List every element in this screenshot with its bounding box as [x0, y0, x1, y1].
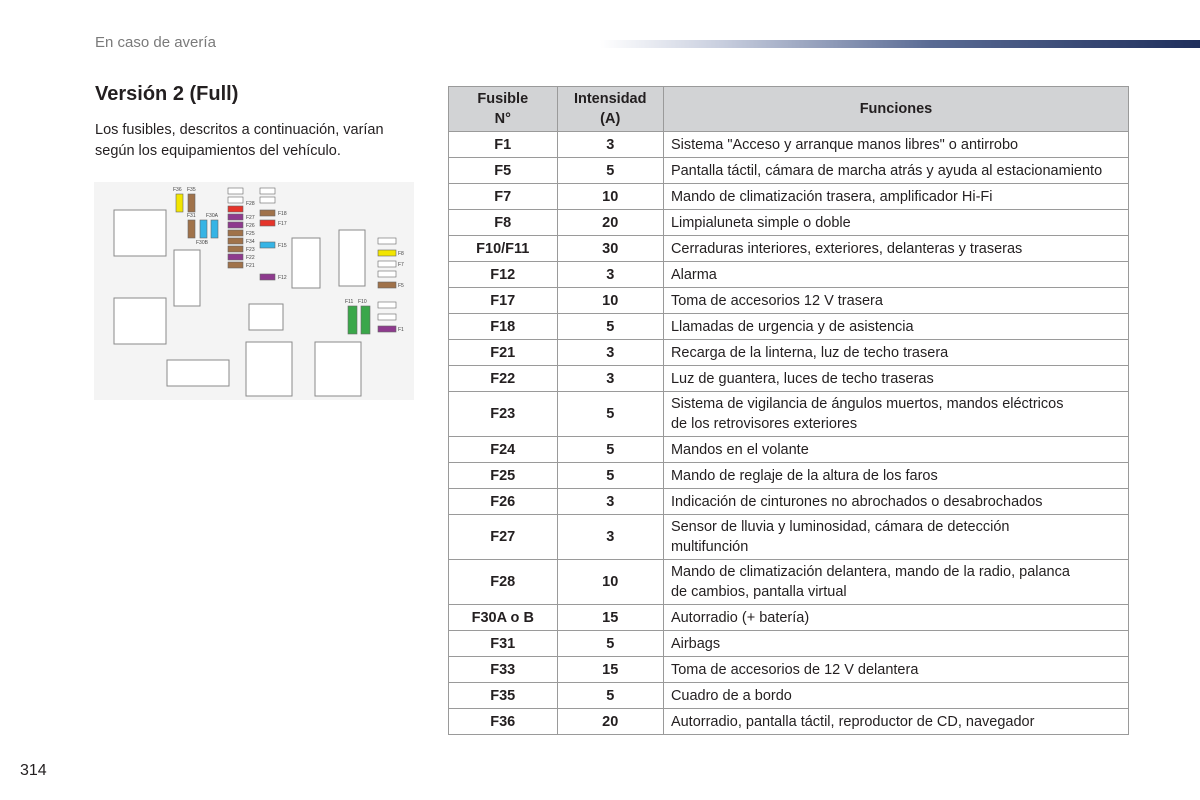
function-line: Toma de accesorios de 12 V delantera	[670, 661, 919, 678]
intensity-cell: 5	[557, 631, 663, 657]
function-line: Mando de reglaje de la altura de los faros	[670, 467, 938, 484]
function-cell	[663, 560, 1128, 605]
fuse-spare	[378, 302, 396, 308]
table-body	[449, 132, 1129, 735]
fuse-number-cell: F10/F11	[449, 236, 558, 262]
table-row	[449, 657, 1129, 683]
fuse-label: F21	[246, 263, 255, 269]
fuse-number-cell: F30A o B	[449, 605, 558, 631]
fuse-label: F11	[345, 299, 354, 305]
intensity-cell: 5	[557, 392, 663, 437]
intensity-cell: 5	[557, 158, 663, 184]
table-row	[449, 184, 1129, 210]
function-cell	[663, 340, 1128, 366]
fuse-f10	[361, 306, 370, 334]
fuse-spare	[378, 238, 396, 244]
function-cell	[663, 489, 1128, 515]
fuse-number-cell: F26	[449, 489, 558, 515]
fuse-spare	[378, 314, 396, 320]
fuse-label: F8	[398, 251, 404, 257]
intensity-cell: 5	[557, 314, 663, 340]
header-fuse-number	[449, 87, 558, 132]
function-cell	[663, 132, 1128, 158]
fuse-label: F22	[246, 255, 255, 261]
fuse-f1	[378, 326, 396, 332]
fuse-f30a	[200, 220, 207, 238]
table-row	[449, 683, 1129, 709]
table-row	[449, 366, 1129, 392]
function-cell	[663, 184, 1128, 210]
fuse-number-cell: F27	[449, 515, 558, 560]
function-line: Autorradio, pantalla táctil, reproductor de CD, navegador	[670, 713, 1035, 730]
fuse-number-cell: F7	[449, 184, 558, 210]
table-row	[449, 515, 1129, 560]
function-line: Toma de accesorios 12 V trasera	[670, 292, 883, 309]
header-functions: Funciones	[663, 87, 1128, 132]
intensity-cell: 30	[557, 236, 663, 262]
intensity-cell: 10	[557, 184, 663, 210]
fuse-number-cell: F24	[449, 437, 558, 463]
fuse-label: F35	[187, 187, 196, 193]
relay-block	[114, 298, 166, 344]
relay-block	[315, 342, 361, 396]
fuse-label: F7	[398, 262, 404, 268]
function-line: Mandos en el volante	[670, 441, 809, 458]
function-line: multifunción	[670, 539, 749, 555]
fuse-f34	[228, 238, 243, 244]
header-bar	[600, 40, 1200, 48]
fuse-label: F25	[246, 231, 255, 237]
fuse-label: F10	[358, 299, 367, 305]
fuse-number-cell: F31	[449, 631, 558, 657]
fuse-label: F15	[278, 243, 287, 249]
intensity-cell: 3	[557, 262, 663, 288]
fuse-label: F36	[173, 187, 182, 193]
table-row	[449, 709, 1129, 735]
fuse-f17	[260, 220, 275, 226]
fuse-f8	[378, 250, 396, 256]
header-line: Intensidad	[573, 91, 647, 107]
fuse-label: F5	[398, 283, 404, 289]
fuse-label: F28	[246, 201, 255, 207]
fuse-label: F17	[278, 221, 287, 227]
intensity-cell: 5	[557, 463, 663, 489]
fuse-label: F30B	[196, 240, 208, 246]
function-cell	[663, 236, 1128, 262]
function-line: Recarga de la linterna, luz de techo trasera	[670, 344, 949, 361]
relay-block	[246, 342, 292, 396]
relay-block	[292, 238, 320, 288]
function-line: de cambios, pantalla virtual	[670, 584, 847, 600]
fuse-number-cell: F25	[449, 463, 558, 489]
fuse-number-cell: F1	[449, 132, 558, 158]
function-cell	[663, 314, 1128, 340]
intensity-cell: 10	[557, 288, 663, 314]
table-row	[449, 437, 1129, 463]
fuse-f23	[228, 246, 243, 252]
intensity-cell: 20	[557, 709, 663, 735]
table-row	[449, 210, 1129, 236]
function-line: Autorradio (+ batería)	[670, 609, 810, 626]
fuse-f30b	[211, 220, 218, 238]
function-cell	[663, 262, 1128, 288]
fuse-f27	[228, 214, 243, 220]
fuse-f22	[228, 254, 243, 260]
page-number: 314	[20, 762, 47, 779]
fuse-label: F26	[246, 223, 255, 229]
function-line: Sistema de vigilancia de ángulos muertos, mandos eléctricos	[670, 396, 1064, 412]
header-intensity	[557, 87, 663, 132]
fuse-number-cell: F28	[449, 560, 558, 605]
fuse-f36	[176, 194, 183, 212]
function-line: Pantalla táctil, cámara de marcha atrás y ayuda al estacionamiento	[670, 162, 1103, 179]
fuse-label: F23	[246, 247, 255, 253]
fuse-f31	[188, 220, 195, 238]
fuse-number-cell: F36	[449, 709, 558, 735]
fuse-f35	[188, 194, 195, 212]
relay-block	[249, 304, 283, 330]
intensity-cell: 15	[557, 605, 663, 631]
fuse-label: F18	[278, 211, 287, 217]
fuse-f5	[378, 282, 396, 288]
fuse-number-cell: F8	[449, 210, 558, 236]
intensity-cell: 10	[557, 560, 663, 605]
function-line: Cerraduras interiores, exteriores, delanteras y traseras	[670, 240, 1023, 257]
fuse-number-cell: F23	[449, 392, 558, 437]
fuse-f21	[228, 262, 243, 268]
table-row	[449, 314, 1129, 340]
fuse-spare	[228, 197, 243, 203]
table-row	[449, 132, 1129, 158]
fuse-label: F34	[246, 239, 255, 245]
intensity-cell: 5	[557, 437, 663, 463]
intro-text: Los fusibles, descritos a continuación, varían según los equipamientos del vehículo.	[95, 122, 384, 159]
fuse-f25	[228, 230, 243, 236]
table-row	[449, 605, 1129, 631]
table-header-row	[449, 87, 1129, 132]
intensity-cell: 20	[557, 210, 663, 236]
function-line: Alarma	[670, 266, 717, 283]
table-row	[449, 489, 1129, 515]
function-line: Airbags	[670, 635, 721, 652]
table-row	[449, 340, 1129, 366]
fuse-spare	[378, 271, 396, 277]
function-cell	[663, 463, 1128, 489]
function-cell	[663, 210, 1128, 236]
fuse-label: F27	[246, 215, 255, 221]
intensity-cell: 3	[557, 366, 663, 392]
function-line: Limpialuneta simple o doble	[670, 214, 851, 231]
function-cell	[663, 709, 1128, 735]
fuse-number-cell: F33	[449, 657, 558, 683]
table-row	[449, 463, 1129, 489]
fuse-number-cell: F35	[449, 683, 558, 709]
header-line: (A)	[600, 111, 621, 127]
function-cell	[663, 366, 1128, 392]
function-line: de los retrovisores exteriores	[670, 416, 858, 432]
fuse-spare	[260, 197, 275, 203]
intensity-cell: 5	[557, 683, 663, 709]
function-cell	[663, 392, 1128, 437]
fuse-number-cell: F17	[449, 288, 558, 314]
fuse-f7	[378, 261, 396, 267]
relay-block	[339, 230, 365, 286]
fuse-box-diagram	[94, 182, 414, 400]
function-cell	[663, 158, 1128, 184]
intensity-cell: 3	[557, 340, 663, 366]
header-line: N°	[494, 111, 511, 127]
function-cell	[663, 437, 1128, 463]
function-line: Llamadas de urgencia y de asistencia	[670, 318, 914, 335]
fuse-label: F12	[278, 275, 287, 281]
table-row	[449, 560, 1129, 605]
header-title: En caso de avería	[95, 34, 216, 51]
relay-block	[167, 360, 229, 386]
function-line: Cuadro de a bordo	[670, 687, 792, 704]
function-line: Indicación de cinturones no abrochados o desabrochados	[670, 493, 1043, 510]
function-line: Sensor de lluvia y luminosidad, cámara de detección	[670, 519, 1010, 535]
fuse-f18	[260, 210, 275, 216]
relay-block	[114, 210, 166, 256]
relay-block	[174, 250, 200, 306]
fuse-number-cell: F21	[449, 340, 558, 366]
function-cell	[663, 515, 1128, 560]
fuse-f26	[228, 222, 243, 228]
fuse-label: F1	[398, 327, 404, 333]
table-row	[449, 392, 1129, 437]
function-cell	[663, 288, 1128, 314]
function-cell	[663, 657, 1128, 683]
function-line: Luz de guantera, luces de techo traseras	[670, 370, 934, 387]
fuse-f15	[260, 242, 275, 248]
fuse-spare	[228, 188, 243, 194]
fuse-spare	[260, 188, 275, 194]
table-row	[449, 158, 1129, 184]
table-row	[449, 262, 1129, 288]
function-line: Mando de climatización delantera, mando de la radio, palanca	[670, 564, 1070, 580]
function-line: Sistema "Acceso y arranque manos libres" o antirrobo	[670, 136, 1019, 153]
function-line: Mando de climatización trasera, amplificador Hi-Fi	[670, 188, 993, 205]
fuse-f28	[228, 206, 243, 212]
table-row	[449, 236, 1129, 262]
table-row	[449, 288, 1129, 314]
fuse-number-cell: F12	[449, 262, 558, 288]
fuse-label: F30A	[206, 213, 218, 219]
fuse-table	[448, 86, 1129, 735]
intensity-cell: 15	[557, 657, 663, 683]
header-line: Fusible	[477, 91, 529, 107]
fuse-number-cell: F5	[449, 158, 558, 184]
fuse-number-cell: F18	[449, 314, 558, 340]
function-cell	[663, 683, 1128, 709]
fuse-label: F31	[187, 213, 196, 219]
table-row	[449, 631, 1129, 657]
fuse-f12	[260, 274, 275, 280]
intensity-cell: 3	[557, 132, 663, 158]
fuse-f11	[348, 306, 357, 334]
intensity-cell: 3	[557, 515, 663, 560]
section-title: Versión 2 (Full)	[95, 83, 239, 105]
fuse-number-cell: F22	[449, 366, 558, 392]
function-cell	[663, 631, 1128, 657]
intensity-cell: 3	[557, 489, 663, 515]
function-cell	[663, 605, 1128, 631]
